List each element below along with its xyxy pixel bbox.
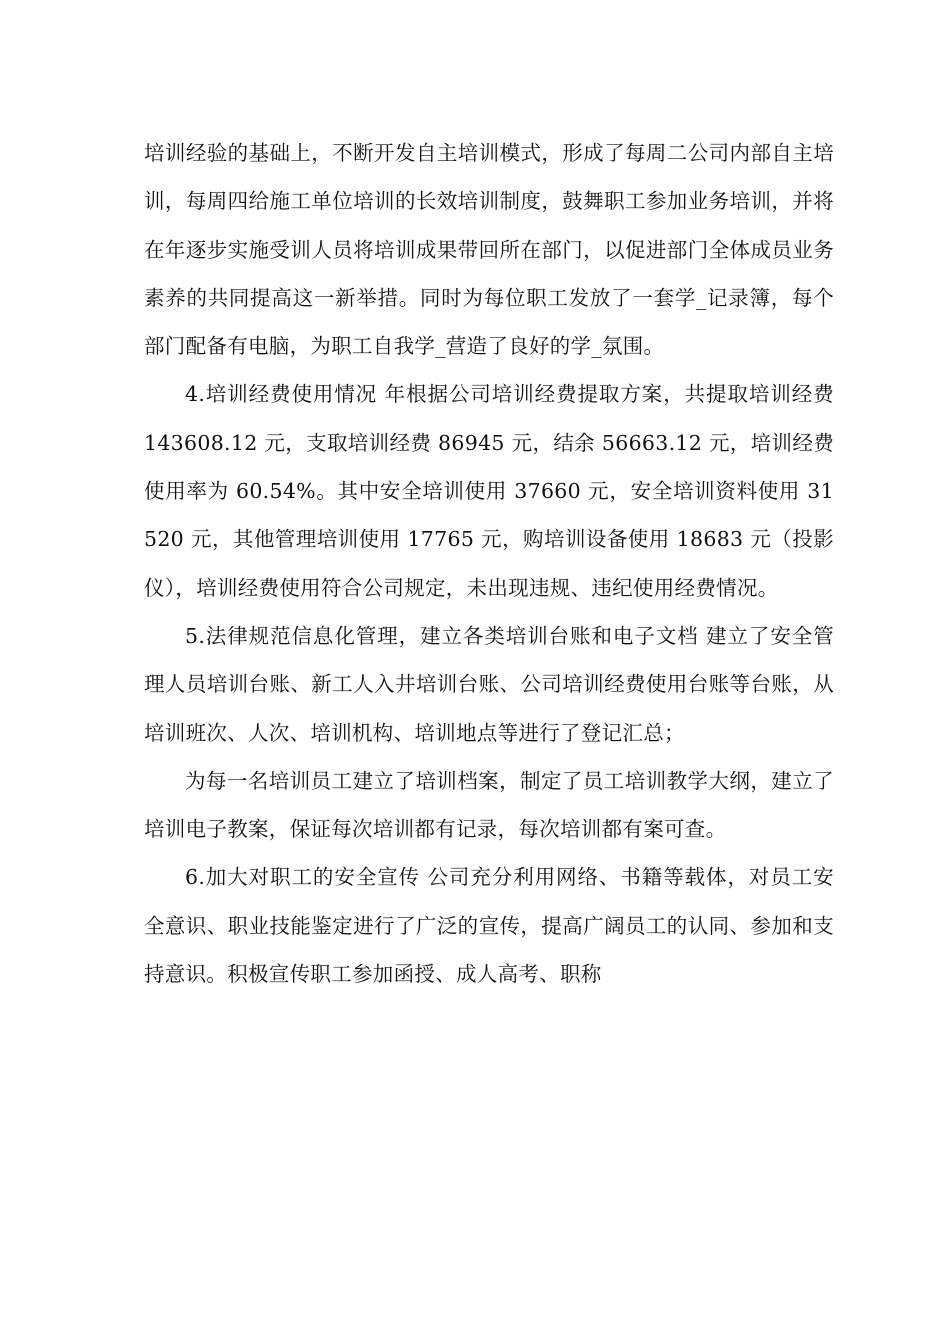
paragraph-information-management: 5.法律规范信息化管理，建立各类培训台账和电子文档 建立了安全管理人员培训台账、新工人入井培训台账、公司培训经费使用台账等台账，从培训班次、人次、培训机构、培训地点等进行了登记汇总； bbox=[144, 623, 834, 745]
paragraph-training-funds: 4.培训经费使用情况 年根据公司培训经费提取方案，共提取培训经费 143608.12 元，支取培训经费 86945 元，结余 56663.12 元，培训经费使用率为 60.54%。其中安全培训使用 37660 元，安全培训资料使用 31520 元，其他管理培训使用 17765 元，购培训设备使用 18683 元（投影仪），培训经费使用符合公司规定，未出现违规、违纪使用经费情况。 bbox=[144, 382, 834, 600]
paragraph-safety-publicity: 6.加大对职工的安全宣传 公司充分利用网络、书籍等载体，对员工安全意识、职业技能鉴定进行了广泛的宣传，提高广阔员工的认同、参加和支持意识。积极宣传职工参加函授、成人高考、职称 bbox=[144, 865, 834, 987]
paragraph-continuation: 培训经验的基础上，不断开发自主培训模式，形成了每周二公司内部自主培训，每周四给施工单位培训的长效培训制度，鼓舞职工参加业务培训，并将在年逐步实施受训人员将培训成果带回所在部门，以促进部门全体成员业务素养的共同提高这一新举措。同时为每位职工发放了一套学_记录簿，每个部门配备有电脑，为职工自我学_营造了良好的学_氛围。 bbox=[144, 141, 834, 359]
paragraph-training-archives: 为每一名培训员工建立了培训档案，制定了员工培训教学大纲，建立了培训电子教案，保证每次培训都有记录，每次培训都有案可查。 bbox=[144, 768, 834, 842]
document-body bbox=[144, 129, 834, 998]
